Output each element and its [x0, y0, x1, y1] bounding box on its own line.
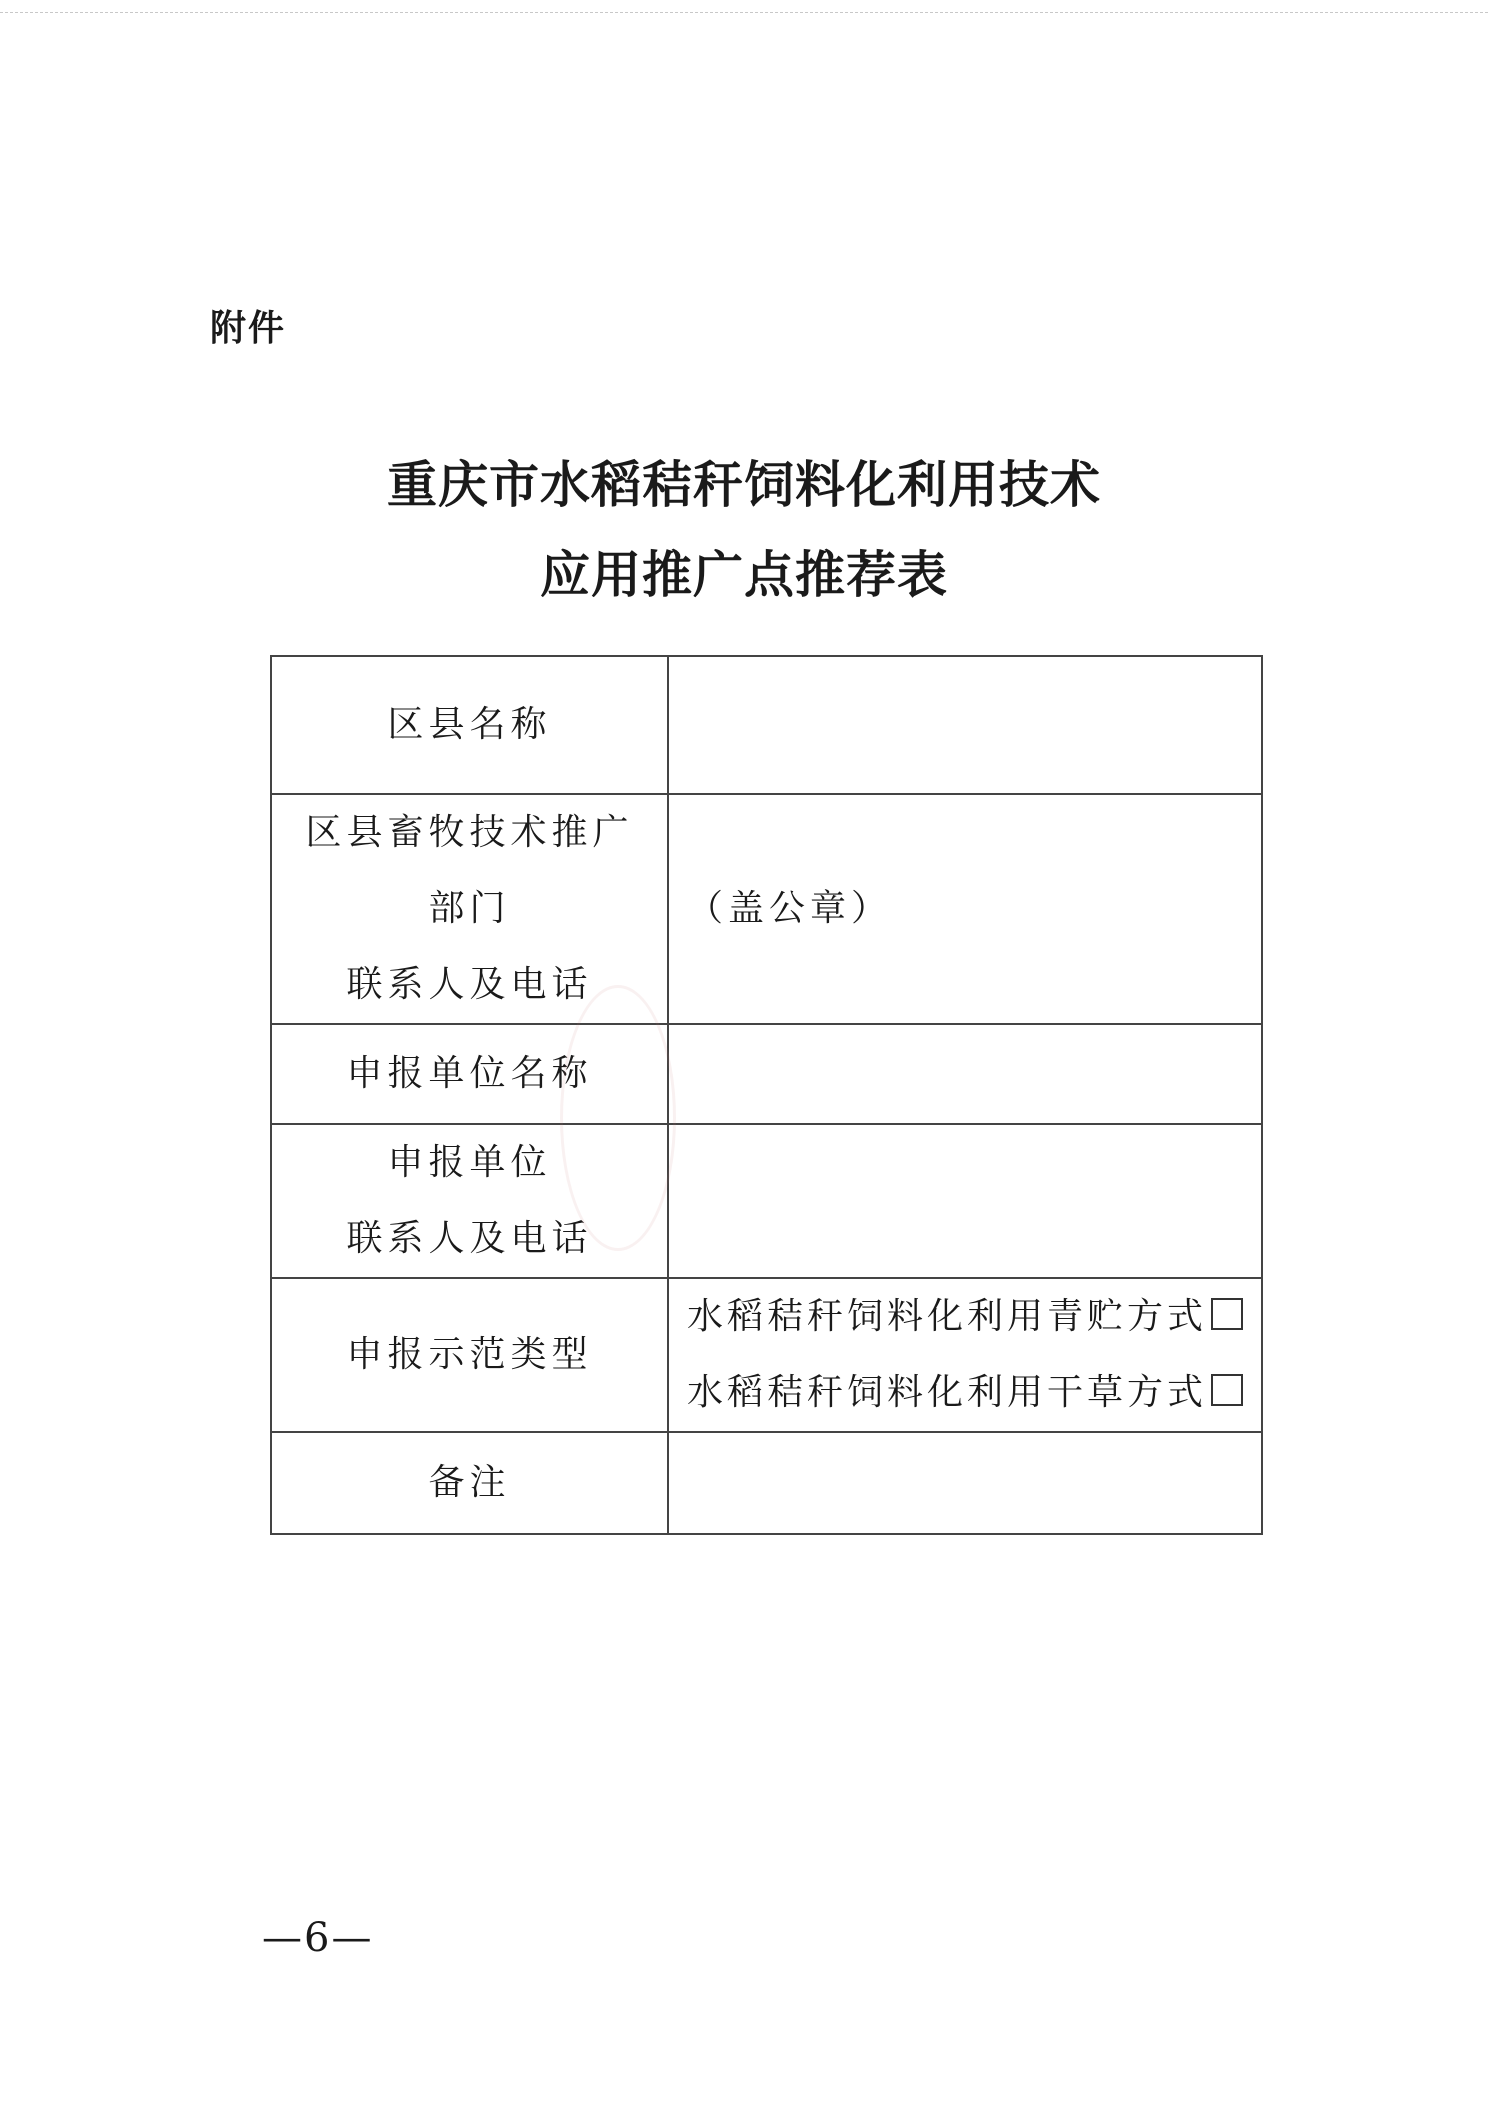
title-line-2: 应用推广点推荐表	[540, 545, 948, 604]
official-seal-note: （盖公章）	[687, 888, 893, 929]
hay-checkbox[interactable]	[1211, 1374, 1243, 1406]
value-district-name[interactable]	[668, 656, 1262, 794]
silage-checkbox[interactable]	[1211, 1298, 1243, 1330]
table-row	[271, 1432, 1262, 1534]
value-extension-department[interactable]	[668, 794, 1262, 1024]
label-district-name: 区县名称	[271, 656, 668, 794]
page-number: —6—	[262, 1915, 374, 1961]
document-title	[0, 440, 1488, 620]
attachment-label: 附件	[210, 308, 287, 349]
table-row	[271, 794, 1262, 1024]
title-line-1: 重庆市水稻秸秆饲料化利用技术	[387, 455, 1101, 514]
table-row	[271, 1278, 1262, 1432]
value-remarks[interactable]	[668, 1432, 1262, 1534]
label-demo-type: 申报示范类型	[271, 1278, 668, 1432]
label-applicant-contact: 申报单位 联系人及电话	[271, 1124, 668, 1278]
scan-top-edge	[0, 12, 1488, 13]
label-remarks: 备注	[271, 1432, 668, 1534]
option-hay: 水稻秸秆饲料化利用干草方式	[687, 1355, 1261, 1431]
option-silage: 水稻秸秆饲料化利用青贮方式	[687, 1279, 1261, 1355]
value-applicant-name[interactable]	[668, 1024, 1262, 1124]
value-applicant-contact[interactable]	[668, 1124, 1262, 1278]
value-demo-type	[668, 1278, 1262, 1432]
label-extension-department: 区县畜牧技术推广 部门 联系人及电话	[271, 794, 668, 1024]
table-row	[271, 1024, 1262, 1124]
recommendation-form-table	[270, 655, 1263, 1535]
table-row	[271, 656, 1262, 794]
label-applicant-name: 申报单位名称	[271, 1024, 668, 1124]
table-row	[271, 1124, 1262, 1278]
